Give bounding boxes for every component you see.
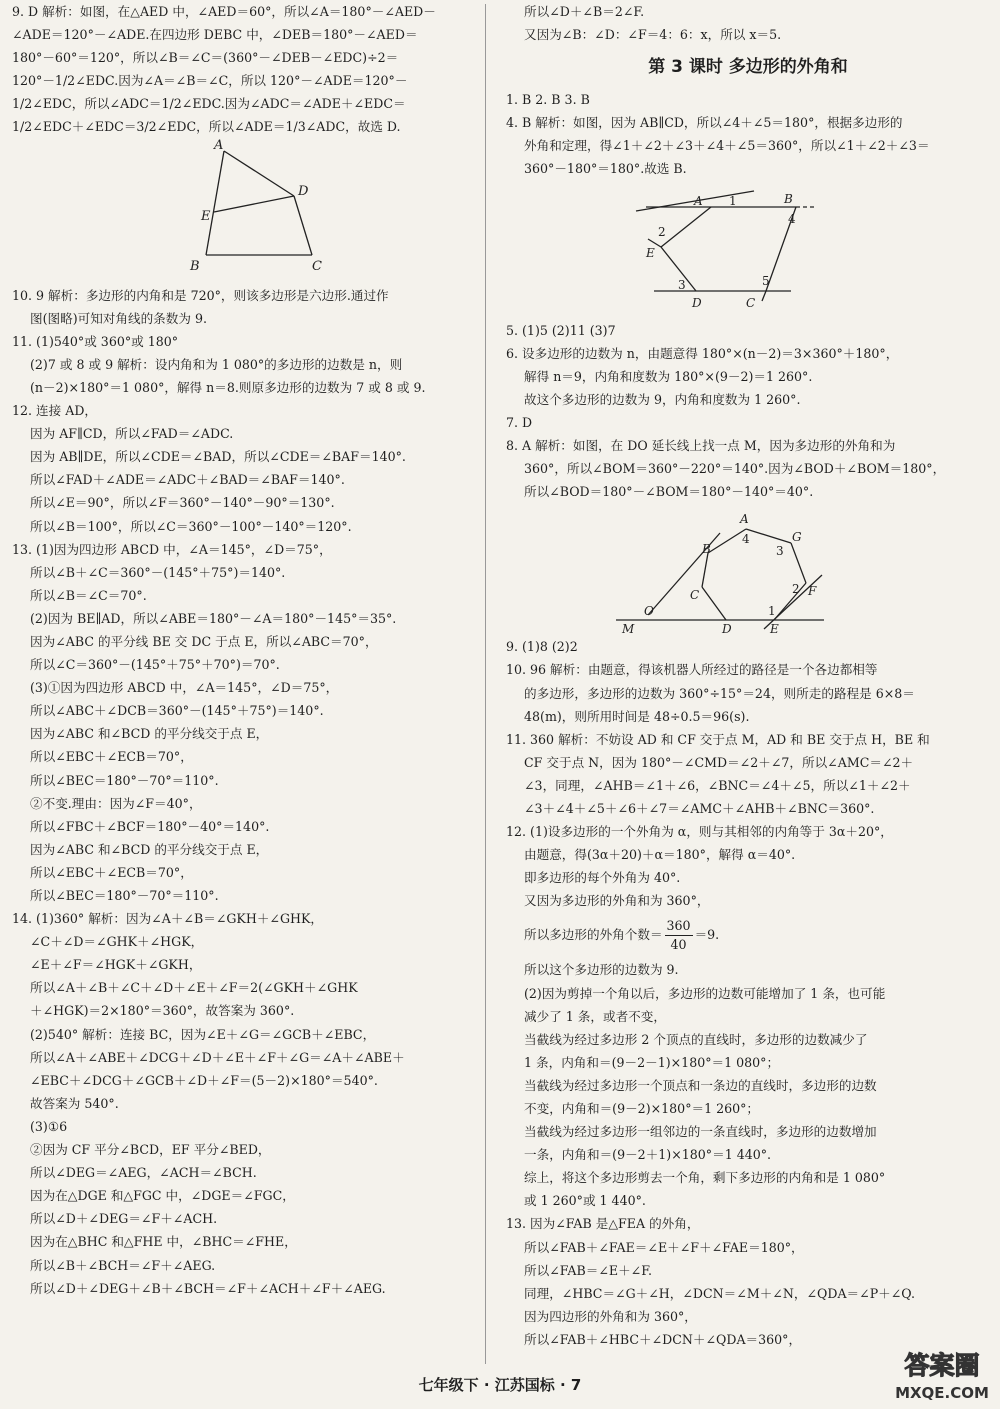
- label-4: 4: [788, 211, 796, 226]
- label-E: E: [770, 622, 779, 636]
- text-line: ∠C＋∠D＝∠GHK＋∠HGK，: [30, 934, 204, 950]
- text-line: 或 1 260°或 1 440°.: [524, 1193, 646, 1209]
- text-line: (2)7 或 8 或 9 解析：设内角和为 1 080°的多边形的边数是 n，则: [30, 356, 403, 372]
- edge-gf: [791, 543, 806, 583]
- fraction-denominator: 40: [670, 937, 687, 953]
- text-line: 所以∠D＋∠DEG＝∠F＋∠ACH.: [30, 1211, 218, 1227]
- text-line: 所以∠A＋∠ABE＋∠DCG＋∠D＋∠E＋∠F＋∠G＝∠A＋∠ABE＋: [30, 1049, 405, 1065]
- right-block-c: [506, 319, 990, 504]
- text-line: 12. (1)设多边形的一个外角为 α，则与其相邻的内角等于 3α＋20°，: [506, 824, 893, 840]
- text-line: 1. B 2. B 3. B: [506, 92, 590, 108]
- edge-bc: [702, 553, 708, 587]
- text-line: 故这个多边形的边数为 9，内角和度数为 1 260°.: [524, 391, 801, 407]
- edge-cd: [702, 587, 726, 620]
- page-footer: 七年级下 · 江苏国标 · 7: [418, 1376, 582, 1394]
- watermark-sub: MXQE.COM: [895, 1384, 989, 1402]
- label-2: 2: [792, 582, 800, 597]
- text-line: 13. (1)因为四边形 ABCD 中，∠A＝145°，∠D＝75°，: [12, 541, 332, 557]
- text-line: 所以∠B＝100°，所以∠C＝360°－100°－140°＝120°.: [30, 518, 352, 534]
- text-line: 所以∠FAD＋∠ADE＝∠ADC＋∠BAD＝∠BAF＝140°.: [30, 472, 345, 488]
- edge-bc-ext: [762, 291, 766, 301]
- text-line: 11. 360 解析：不妨设 AD 和 CF 交于点 M，AD 和 BE 交于点 H，BE 和: [506, 731, 930, 747]
- text-line: 1 条，内角和＝(9－2－1)×180°＝1 080°；: [524, 1054, 780, 1070]
- text-line: 4. B 解析：如图，因为 AB∥CD，所以∠4＋∠5＝180°，根据多边形的: [506, 115, 903, 131]
- text-line: 10. 96 解析：由题意，得该机器人所经过的路径是一个各边都相等: [506, 662, 878, 678]
- label-D: D: [692, 295, 702, 310]
- label-2: 2: [658, 224, 666, 239]
- text-line: (2)因为剪掉一个角以后，多边形的边数可能增加了 1 条，也可能: [524, 985, 886, 1001]
- text-line: 因为 AB∥DE，所以∠CDE＝∠BAD，所以∠CDE＝∠BAF＝140°.: [30, 449, 406, 465]
- text-line: 所以∠FBC＋∠BCF＝180°－40°＝140°.: [30, 818, 270, 834]
- text-line: 所以∠BEC＝180°－70°＝110°.: [30, 772, 219, 788]
- text-line: CF 交于点 N，因为 180°－∠CMD＝∠2＋∠7，所以∠AMC＝∠2＋: [524, 754, 914, 770]
- quadrilateral-svg: [12, 139, 474, 284]
- edge-ag: [746, 529, 791, 543]
- label-D: D: [722, 622, 732, 636]
- text-line: 综上，将这个多边形剪去一个角，剩下多边形的内角和是 1 080°: [524, 1170, 886, 1186]
- text-line: 6. 设多边形的边数为 n，由题意得 180°×(n－2)＝3×360°＋180°，: [506, 345, 899, 361]
- text-line: 同理，∠HBC＝∠G＋∠H，∠DCN＝∠M＋∠N，∠QDA＝∠P＋∠Q.: [524, 1285, 916, 1301]
- text-line: 所以∠C＝360°－(145°＋75°＋70°)＝70°.: [30, 657, 280, 673]
- text-line: 减少了 1 条，或者不变，: [524, 1008, 666, 1024]
- text-line: 当截线为经过多边形 2 个顶点的直线时，多边形的边数减少了: [524, 1031, 868, 1047]
- edge-ab: [206, 151, 224, 255]
- text-line: 因为∠ABC 的平分线 BE 交 DC 于点 E，所以∠ABC＝70°，: [30, 633, 378, 649]
- text-line: 360°－180°＝180°.故选 B.: [524, 161, 687, 177]
- text-line: 14. (1)360° 解析：因为∠A＋∠B＝∠GKH＋∠GHK，: [12, 911, 324, 927]
- text-line: 12. 连接 AD，: [12, 403, 98, 419]
- text-line: ∠EBC＋∠DCG＋∠GCB＋∠D＋∠F＝(5－2)×180°＝540°.: [30, 1072, 378, 1088]
- section-title: 第 3 课时 多边形的外角和: [648, 57, 848, 78]
- edge-dc: [294, 196, 312, 255]
- text-line: 9. D 解析：如图，在△AED 中，∠AED＝60°，所以∠A＝180°－∠AED－: [12, 4, 436, 19]
- text-line: 所以∠B＋∠C＝360°－(145°＋75°)＝140°.: [30, 564, 286, 580]
- label-G: G: [792, 530, 802, 545]
- text-line: ∠3，同理，∠AHB＝∠1＋∠6，∠BNC＝∠4＋∠5，所以∠1＋∠2＋: [524, 777, 911, 793]
- text-line: 所以∠EBC＋∠ECB＝70°，: [30, 864, 193, 880]
- label-M: M: [622, 622, 635, 636]
- right-block-b: [506, 88, 990, 180]
- fraction: [665, 917, 693, 954]
- fraction-numerator: 360: [665, 917, 693, 936]
- text-line: 1/2∠EDC，所以∠ADC＝1/2∠EDC.因为∠ADC＝∠ADE＋∠EDC＝: [12, 96, 406, 112]
- text-line: 180°－60°＝120°，所以∠B＝∠C＝(360°－∠DEB－∠EDC)÷2＝: [12, 50, 399, 66]
- text-line: 的多边形，多边形的边数为 360°÷15°＝24，则所走的路程是 6×8＝: [524, 685, 915, 701]
- text-line: 解得 n＝9，内角和度数为 180°×(9－2)＝1 260°.: [524, 368, 813, 384]
- text-line: 因为四边形的外角和为 360°，: [524, 1308, 697, 1324]
- text-line: 即多边形的每个外角为 40°.: [524, 870, 681, 886]
- label-F: F: [808, 584, 817, 599]
- text-line: 所以∠ABC＋∠DCB＝360°－(145°＋75°)＝140°.: [30, 703, 324, 719]
- text-line: (3)①因为四边形 ABCD 中，∠A＝145°，∠D＝75°，: [30, 680, 339, 696]
- text-line: 9. (1)8 (2)2: [506, 639, 578, 655]
- label-E: E: [201, 208, 211, 224]
- text-line: 10. 9 解析：多边形的内角和是 720°，则该多边形是六边形.通过作: [12, 287, 389, 303]
- label-D: D: [298, 183, 309, 199]
- text-line: 所以∠B＋∠BCH＝∠F＋∠AEG.: [30, 1257, 216, 1273]
- label-O: O: [644, 604, 654, 619]
- watermark-logo: [888, 1344, 996, 1404]
- text-line: ∠E＋∠F＝∠HGK＋∠GKH，: [30, 957, 202, 973]
- text-line: 所以∠D＋∠DEG＋∠B＋∠BCH＝∠F＋∠ACH＋∠F＋∠AEG.: [30, 1280, 386, 1296]
- text-line: 不变，内角和＝(9－2)×180°＝1 260°；: [524, 1101, 760, 1116]
- text-line: (3)①6: [30, 1118, 68, 1134]
- heptagon-svg: [506, 503, 990, 635]
- text-line: 所以∠BEC＝180°－70°＝110°.: [30, 888, 219, 903]
- text-line: 当截线为经过多边形一组邻边的一条直线时，多边形的边数增加: [524, 1124, 877, 1140]
- text-line: 所以∠EBC＋∠ECB＝70°，: [30, 749, 193, 765]
- right-block-d: [506, 635, 990, 912]
- label-1: 1: [729, 193, 737, 208]
- right-column: [506, 0, 990, 1351]
- text-line: 因为 AF∥CD，所以∠FAD＝∠ADC.: [30, 426, 234, 442]
- text-line: ∠3＋∠4＋∠5＋∠6＋∠7＝∠AMC＋∠AHB＋∠BNC＝360°.: [524, 800, 875, 816]
- label-A: A: [694, 193, 703, 208]
- text-line: 因为∠ABC 和∠BCD 的平分线交于点 E，: [30, 726, 269, 742]
- edge-ed: [214, 196, 294, 212]
- text-line: 所以∠A＋∠B＋∠C＋∠D＋∠E＋∠F＝2(∠GKH＋∠GHK: [30, 980, 358, 996]
- label-C: C: [312, 258, 322, 274]
- text-line: 图(图略)可知对角线的条数为 9.: [30, 310, 207, 326]
- text-line: 故答案为 540°.: [30, 1095, 119, 1111]
- text-line: 所以∠DEG＝∠AEG，∠ACH＝∠BCH.: [30, 1165, 257, 1181]
- fraction-pre: 所以多边形的外角个数＝: [524, 927, 663, 943]
- text-line: ∠ADE＝120°－∠ADE.在四边形 DEBC 中，∠DEB＝180°－∠AED＝: [12, 27, 418, 43]
- column-divider: [485, 4, 486, 1364]
- text-line: 又因为∠B：∠D：∠F＝4：6：x，所以 x＝5.: [524, 27, 782, 43]
- label-C: C: [690, 588, 700, 603]
- label-E: E: [646, 245, 655, 260]
- text-line: 所以这个多边形的边数为 9.: [524, 962, 679, 978]
- text-line: 13. 因为∠FAB 是△FEA 的外角，: [506, 1216, 700, 1232]
- text-line: 360°，所以∠BOM＝360°－220°＝140°.因为∠BOD＋∠BOM＝180°，: [524, 461, 946, 477]
- edge-ad: [224, 151, 294, 196]
- fraction-post: ＝9.: [694, 927, 720, 943]
- text-line: 所以∠FAB＋∠FAE＝∠E＋∠F＋∠FAE＝180°，: [524, 1239, 804, 1255]
- pentagon-svg: [506, 181, 990, 319]
- text-line: (n－2)×180°＝1 080°，解得 n＝8.则原多边形的边数为 7 或 8 或 9.: [30, 379, 426, 395]
- watermark-main: 答案圈: [904, 1351, 980, 1380]
- text-line: 因为∠ABC 和∠BCD 的平分线交于点 E，: [30, 841, 269, 857]
- left-block-b: [12, 284, 474, 1300]
- figure-quadrilateral: [12, 139, 474, 284]
- text-line: (2)540° 解析：连接 BC，因为∠E＋∠G＝∠GCB＋∠EBC，: [30, 1026, 376, 1042]
- figure-heptagon: [506, 503, 990, 635]
- right-block-a: [506, 0, 990, 46]
- fraction-line: [506, 912, 990, 958]
- text-line: ②因为 CF 平分∠BCD，EF 平分∠BED，: [30, 1142, 271, 1158]
- label-3: 3: [776, 544, 784, 559]
- text-line: 一条，内角和＝(9－2＋1)×180°＝1 440°.: [524, 1147, 772, 1163]
- label-3: 3: [678, 277, 686, 292]
- label-1: 1: [768, 604, 776, 619]
- text-line: 8. A 解析：如图，在 DO 延长线上找一点 M，因为多边形的外角和为: [506, 438, 896, 454]
- text-line: 当截线为经过多边形一个顶点和一条边的直线时，多边形的边数: [524, 1077, 877, 1093]
- text-line: 所以∠E＝90°，所以∠F＝360°－140°－90°＝130°.: [30, 495, 335, 511]
- text-line: (2)因为 BE∥AD，所以∠ABE＝180°－∠A＝180°－145°＝35°.: [30, 610, 397, 626]
- text-line: 所以∠D＋∠B＝2∠F.: [524, 4, 645, 19]
- label-B: B: [784, 191, 793, 206]
- edge-ae: [661, 207, 711, 247]
- label-B: B: [702, 542, 711, 557]
- text-line: 7. D: [506, 414, 533, 430]
- text-line: 所以∠FAB＋∠HBC＋∠DCN＋∠QDA＝360°，: [524, 1331, 802, 1347]
- figure-pentagon-lines: [506, 181, 990, 319]
- text-line: 48(m)，则所用时间是 48÷0.5＝96(s).: [524, 708, 750, 724]
- text-line: ＋∠HGK)＝2×180°＝360°，故答案为 360°.: [30, 1003, 295, 1019]
- label-A: A: [214, 138, 224, 153]
- text-line: 11. (1)540°或 360°或 180°: [12, 333, 179, 349]
- left-column: [12, 0, 474, 1300]
- left-block-a: [12, 0, 474, 139]
- label-A: A: [740, 512, 749, 527]
- label-C: C: [746, 295, 756, 310]
- text-line: 因为在△BHC 和△FHE 中，∠BHC＝∠FHE，: [30, 1234, 297, 1250]
- text-line: 1/2∠EDC＋∠EDC＝3/2∠EDC，所以∠ADE＝1/3∠ADC，故选 D.: [12, 119, 401, 135]
- text-line: 由题意，得(3α＋20)＋α＝180°，解得 α＝40°.: [524, 847, 796, 863]
- text-line: 因为在△DGE 和△FGC 中，∠DGE＝∠FGC，: [30, 1188, 295, 1204]
- text-line: 又因为多边形的外角和为 360°，: [524, 893, 710, 909]
- label-B: B: [190, 258, 200, 274]
- text-line: 5. (1)5 (2)11 (3)7: [506, 322, 616, 338]
- text-line: 外角和定理，得∠1＋∠2＋∠3＋∠4＋∠5＝360°，所以∠1＋∠2＋∠3＝: [524, 138, 930, 154]
- right-block-e: [506, 958, 990, 1351]
- label-4: 4: [742, 532, 750, 547]
- label-5: 5: [762, 273, 770, 288]
- text-line: 所以∠BOD＝180°－∠BOM＝180°－140°＝40°.: [524, 484, 814, 500]
- text-line: 所以∠B＝∠C＝70°.: [30, 587, 147, 603]
- text-line: 120°－1/2∠EDC.因为∠A＝∠B＝∠C，所以 120°－∠ADE＝120°－: [12, 73, 408, 89]
- text-line: 所以∠FAB＝∠E＋∠F.: [524, 1262, 652, 1278]
- text-line: ②不变.理由：因为∠F＝40°，: [30, 795, 202, 811]
